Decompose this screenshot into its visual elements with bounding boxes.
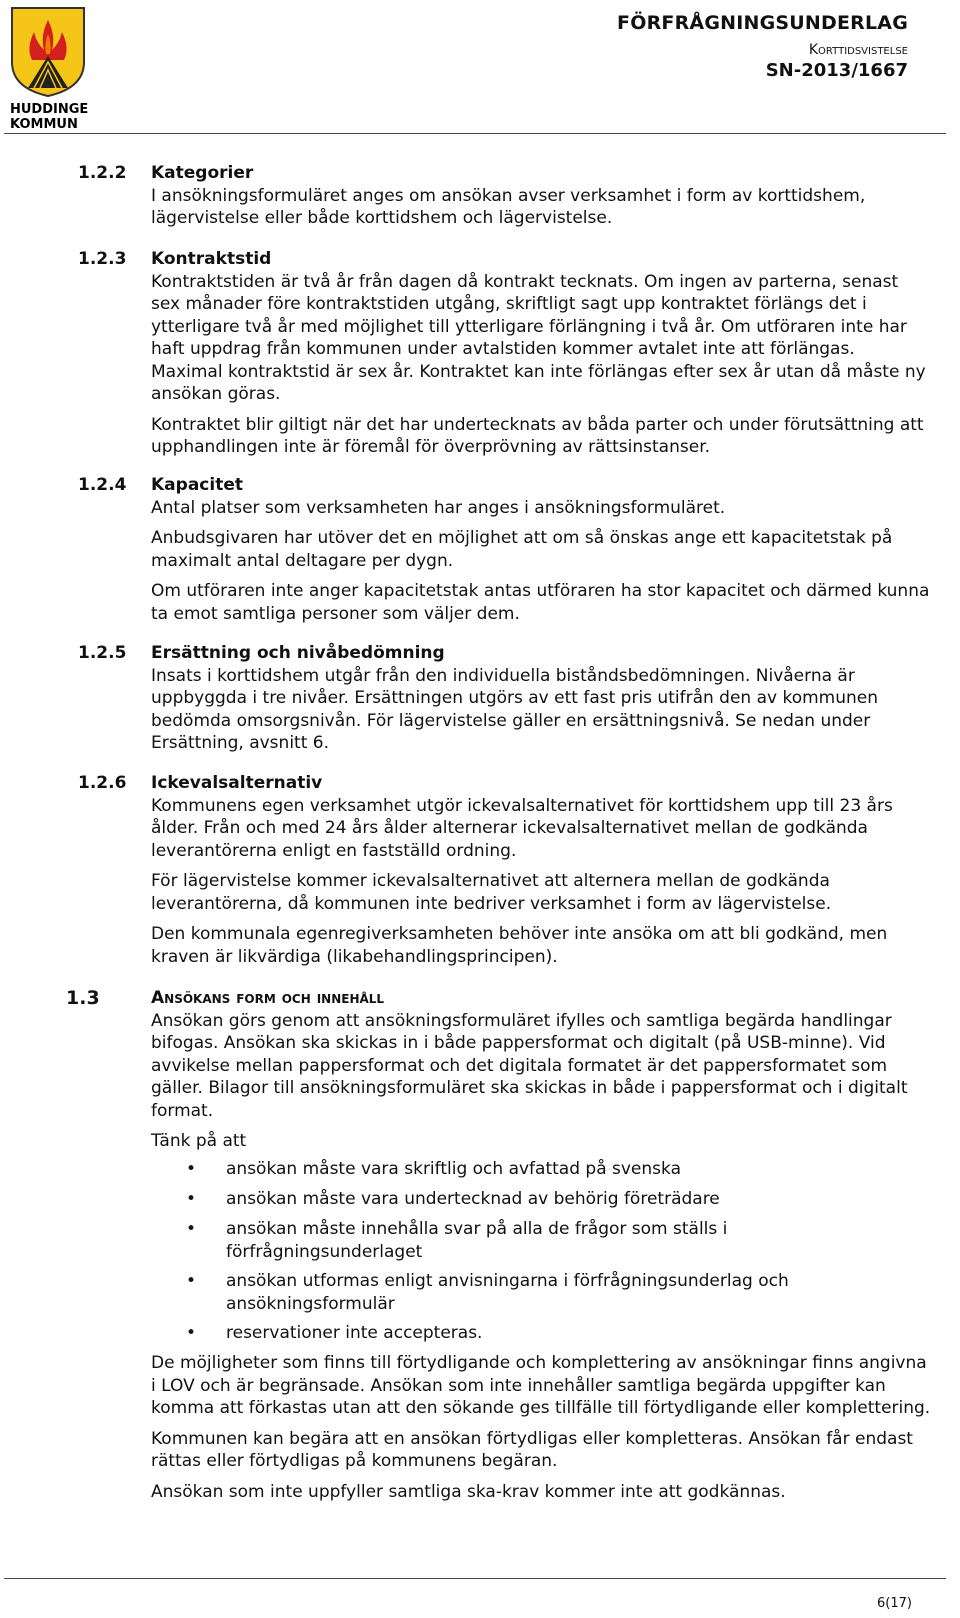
list-item-text: reservationer inte accepteras. [226, 1323, 483, 1343]
footer-divider [4, 1578, 946, 1579]
page-number: 6(17) [877, 1596, 912, 1611]
huddinge-coat-of-arms-icon [10, 6, 86, 98]
section-body [151, 772, 931, 976]
section-number: 1.3 [66, 987, 100, 1009]
paragraph: Kontraktet blir giltigt när det har undertecknats av båda parter och under förutsättning att upphandlingen inte är föremål för överprövning av rättsinstanser. [151, 414, 924, 457]
logo-text [10, 102, 110, 132]
paragraph: De möjligheter som finns till förtydligande och komplettering av ansökningar finns angivna i LOV och är begränsade. Ansökan som inte innehåller samtliga begärda uppgifter kan komma att förkastas utan att den sökande ges tillfälle till förtydligande eller komplettering. [151, 1353, 931, 1418]
logo-text-line1: HUDDINGE [10, 102, 89, 117]
bullet-dot-icon: • [186, 1189, 197, 1209]
section-body [151, 474, 931, 633]
section-number: 1.2.6 [78, 773, 127, 793]
paragraph: Den kommunala egenregiverksamheten behöver inte ansöka om att bli godkänd, men kraven är likvärdiga (likabehandlingsprincipen). [151, 924, 888, 967]
document-type: FÖRFRÅGNINGSUNDERLAG [617, 12, 908, 34]
section-title: Ersättning och nivåbedömning [151, 643, 445, 663]
paragraph: För lägervistelse kommer ickevalsalternativet att alternera mellan de godkända leverantörerna, då kommunen inte bedriver verksamhet i form av lägervistelse. [151, 871, 832, 914]
list-item-text: ansökan måste vara skriftlig och avfattad på svenska [226, 1159, 681, 1179]
section-title: Kategorier [151, 163, 254, 183]
paragraph: Antal platser som verksamheten har anges i ansökningsformuläret. [151, 497, 726, 518]
section-number: 1.2.4 [78, 475, 127, 495]
bullet-dot-icon: • [186, 1219, 197, 1239]
section-title: Ickevalsalternativ [151, 773, 323, 793]
section-number: 1.2.5 [78, 643, 127, 663]
section-number: 1.2.3 [78, 249, 127, 269]
list-item-text: ansökan måste innehålla svar på alla de frågor som ställs i förfrågningsunderlaget [226, 1219, 728, 1262]
bullet-dot-icon: • [186, 1323, 197, 1343]
logo-text-line2: KOMMUN [10, 117, 78, 132]
document-subtitle: Korttidsvistelse [808, 42, 908, 58]
section-body [151, 987, 931, 1161]
paragraph: Om utföraren inte anger kapacitetstak antas utföraren ha stor kapacitet och därmed kunna ta emot samtliga personer som väljer dem. [151, 581, 930, 624]
list-item-text: ansökan utformas enligt anvisningarna i förfrågningsunderlag och ansökningsformulär [226, 1271, 789, 1314]
paragraph: I ansökningsformuläret anges om ansökan avser verksamhet i form av korttidshem, lägervistelse eller både korttidshem och lägervistelse. [151, 185, 866, 228]
paragraph: Tänk på att [151, 1131, 247, 1151]
section-body [151, 1352, 931, 1511]
document-info [617, 12, 908, 82]
paragraph: Insats i korttidshem utgår från den individuella biståndsbedömningen. Nivåerna är uppbyggda i tre nivåer. Ersättningen utgörs av ett fast pris utifrån den av kommunen bedömda omsorgsnivån. För lägervistelse gäller en ersättningsnivå. Se nedan under Ersättning, avsnitt 6. [151, 665, 879, 753]
paragraph: Kommunens egen verksamhet utgör ickevalsalternativet för korttidshem upp till 23 års ålder. Från och med 24 års ålder alternerar ickevalsalternativet mellan de godkända leverantörerna enligt en fastställd ordning. [151, 795, 893, 861]
paragraph: Kontraktstiden är två år från dagen då kontrakt tecknats. Om ingen av parterna, senast sex månader före kontraktstiden utgång, skriftligt sagt upp kontraktet förlängs det i ytterligare två år med möjlighet till ytterligare förlängning i två år. Om utföraren inte har haft uppdrag från kommunen under avtalstiden kommer avtalet inte att förlängas. Maximal kontraktstid är sex år. Kontraktet kan inte förlängas efter sex år utan då måste ny ansökan göras. [151, 271, 926, 404]
bullet-dot-icon: • [186, 1271, 197, 1291]
section-number: 1.2.2 [78, 163, 127, 183]
bullet-dot-icon: • [186, 1159, 197, 1179]
paragraph: Ansökan som inte uppfyller samtliga ska-krav kommer inte att godkännas. [151, 1481, 786, 1502]
section-body [151, 248, 931, 467]
paragraph: Kommunen kan begära att en ansökan förtydligas eller kompletteras. Ansökan får endast rättas eller förtydligas på kommunens begäran. [151, 1428, 913, 1471]
document-number: SN-2013/1667 [765, 60, 908, 81]
section-body [151, 642, 931, 763]
header-divider [4, 133, 946, 134]
section-title: Kontraktstid [151, 249, 272, 269]
paragraph: Anbudsgivaren har utöver det en möjlighet att om så önskas ange ett kapacitetstak på maximalt antal deltagare per dygn. [151, 528, 893, 571]
section-title: Ansökans form och innehåll [151, 988, 385, 1008]
paragraph: Ansökan görs genom att ansökningsformuläret ifylles och samtliga begärda handlingar bifogas. Ansökan ska skickas in i både pappersformat och digitalt (på USB-minne). Vid avvikelse mellan pappersformat och det digitala formatet är det pappersformatet som gäller. Bilagor till ansökningsformuläret ska skickas in både i pappersformat och i digitalt format. [151, 1010, 908, 1121]
list-item-text: ansökan måste vara undertecknad av behörig företrädare [226, 1189, 720, 1209]
section-body [151, 162, 931, 238]
page-header [0, 0, 960, 136]
section-title: Kapacitet [151, 475, 243, 495]
huddinge-logo [10, 6, 92, 134]
